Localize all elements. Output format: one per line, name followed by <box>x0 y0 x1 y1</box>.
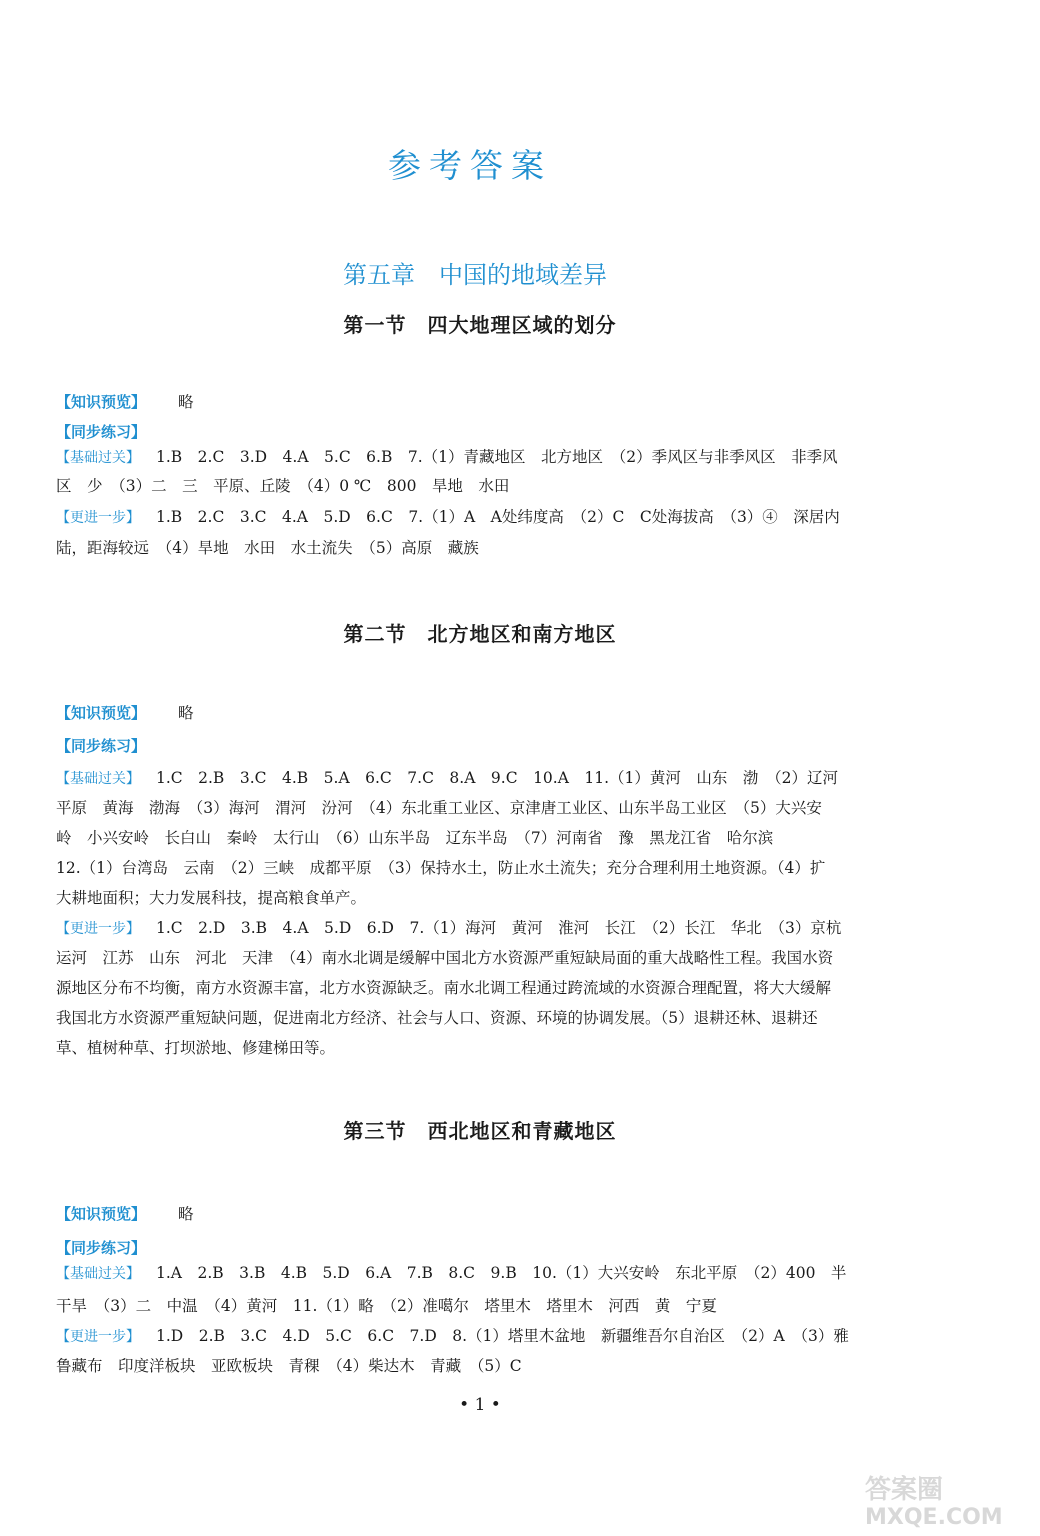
advance-tag: 【更进一步】 <box>56 510 140 526</box>
answer-line: 草、植树种草、打坝淤地、修建梯田等。 <box>56 1039 336 1057</box>
answer-line: 我国北方水资源严重短缺问题，促进南北方经济、社会与人口、资源、环境的协调发展。（5）退耕还林、退耕还 <box>56 1009 818 1027</box>
section-body <box>56 389 926 562</box>
chapter-title: 第五章 中国的地域差异 <box>343 261 607 289</box>
preview-tag: 【知识预览】 <box>56 393 147 411</box>
section-title: 第三节 西北地区和青藏地区 <box>343 1119 617 1143</box>
answer-line: 1.C 2.D 3.B 4.A 5.D 6.D 7.（1）海河 黄河 淮河 长江 （2）长江 华北 （3）京杭 <box>156 919 842 937</box>
section-title: 第一节 四大地理区域的划分 <box>343 313 617 337</box>
basic-tag: 【基础过关】 <box>56 1266 140 1282</box>
advance-tag: 【更进一步】 <box>56 1329 140 1345</box>
answer-line: 鲁藏布 印度洋板块 亚欧板块 青稞 （4）柴达木 青藏 （5）C <box>56 1357 522 1375</box>
watermark-logo <box>860 1470 1020 1530</box>
answer-line: 1.A 2.B 3.B 4.B 5.D 6.A 7.B 8.C 9.B 10.（1）大兴安岭 东北平原 （2）400 半 <box>156 1264 847 1282</box>
answer-line: 平原 黄海 渤海 （3）海河 渭河 汾河 （4）东北重工业区、京津唐工业区、山东半岛工业区 （5）大兴安 <box>56 799 822 817</box>
page-number: • 1 • <box>459 1395 501 1415</box>
answer-line: 大耕地面积；大力发展科技，提高粮食单产。 <box>56 889 367 907</box>
answer-line: 1.D 2.B 3.C 4.D 5.C 6.C 7.D 8.（1）塔里木盆地 新疆维吾尔自治区 （2）A （3）雅 <box>156 1327 849 1345</box>
answer-line: 1.C 2.B 3.C 4.B 5.A 6.C 7.C 8.A 9.C 10.A 11.（1）黄河 山东 渤 （2）辽河 <box>156 769 839 787</box>
practice-tag: 【同步练习】 <box>56 737 147 755</box>
watermark-top: 答案圈 <box>865 1475 944 1505</box>
answer-line: 干旱 （3）二 中温 （4）黄河 11.（1）略 （2）准噶尔 塔里木 塔里木 河西 黄 宁夏 <box>56 1297 717 1315</box>
practice-tag: 【同步练习】 <box>56 423 147 441</box>
preview-tag: 【知识预览】 <box>56 704 147 722</box>
preview-tag: 【知识预览】 <box>56 1205 147 1223</box>
answer-line: 12.（1）台湾岛 云南 （2）三峡 成都平原 （3）保持水土，防止水土流失；充分合理利用土地资源。（4）扩 <box>56 859 826 877</box>
page-title: 参考答案 <box>388 146 552 185</box>
preview-text: 略 <box>178 1205 194 1223</box>
answer-line: 1.B 2.C 3.D 4.A 5.C 6.B 7.（1）青藏地区 北方地区 （2）季风区与非季风区 非季风 <box>156 448 838 466</box>
answer-line: 源地区分布不均衡，南方水资源丰富，北方水资源缺乏。南水北调工程通过跨流域的水资源合理配置，将大大缓解 <box>56 979 832 997</box>
section-body <box>56 1201 926 1380</box>
basic-tag: 【基础过关】 <box>56 450 140 466</box>
advance-tag: 【更进一步】 <box>56 921 140 937</box>
answer-line: 运河 江苏 山东 河北 天津 （4）南水北调是缓解中国北方水资源严重短缺局面的重大战略性工程。我国水资 <box>56 949 834 967</box>
answer-line: 陆，距海较远 （4）旱地 水田 水土流失 （5）高原 藏族 <box>56 539 479 557</box>
section-title: 第二节 北方地区和南方地区 <box>343 622 617 646</box>
practice-tag: 【同步练习】 <box>56 1239 147 1257</box>
preview-text: 略 <box>178 393 194 411</box>
answer-line: 岭 小兴安岭 长白山 秦岭 太行山 （6）山东半岛 辽东半岛 （7）河南省 豫 黑龙江省 哈尔滨 <box>56 829 774 847</box>
answer-line: 1.B 2.C 3.C 4.A 5.D 6.C 7.（1）A A处纬度高 （2）C C处海拔高 （3）④ 深居内 <box>156 508 840 526</box>
section-body <box>56 700 926 1062</box>
watermark-bottom: MXQE.COM <box>865 1505 1003 1530</box>
basic-tag: 【基础过关】 <box>56 771 140 787</box>
preview-text: 略 <box>178 704 194 722</box>
answer-line: 区 少 （3）二 三 平原、丘陵 （4）0 ℃ 800 旱地 水田 <box>56 477 510 495</box>
